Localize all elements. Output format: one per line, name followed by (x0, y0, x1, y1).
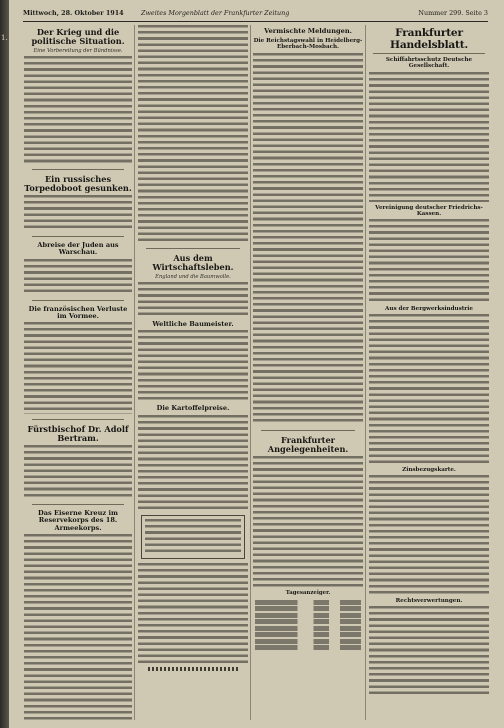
masthead-page-number: Nummer 299. Seite 3 (418, 9, 488, 17)
listings-row (255, 645, 361, 650)
article-body (369, 475, 489, 595)
masthead-title: Zweites Morgenblatt der Frankfurter Zeitung (141, 9, 290, 17)
article-body (24, 322, 132, 414)
headline-potato-prices: Die Kartoffelpreise. (156, 404, 230, 413)
article-body (253, 456, 363, 588)
headline-interest: Zinsbezugskarte. (402, 466, 456, 473)
column-2 (138, 25, 248, 720)
listings-table (255, 600, 361, 651)
edge-mark: 1. (1, 34, 8, 42)
article-body (24, 259, 132, 295)
headline-cash-associations: Vereinigung deutscher Friedrichs-Kassen. (375, 204, 483, 217)
listings-row (255, 619, 361, 624)
article-body (24, 195, 132, 231)
headline-war-situation: Der Krieg und die politische Situation. (31, 27, 125, 47)
article-body (24, 534, 132, 720)
headline-subtitle: England und die Baumwolle. (155, 274, 231, 281)
article-body (24, 56, 132, 164)
masthead-date: Mittwoch, 28. Oktober 1914 (23, 9, 124, 17)
notice-body (145, 519, 241, 555)
binding-edge (0, 0, 9, 728)
headline-miscellaneous: Vermischte Meldungen. (264, 27, 352, 35)
listings-row (255, 606, 361, 611)
article-body (138, 282, 248, 318)
section-separator (32, 236, 124, 237)
section-separator (146, 248, 240, 249)
article-body (138, 563, 248, 663)
column-divider (365, 25, 366, 720)
section-separator (32, 300, 124, 301)
article-body (369, 72, 489, 202)
article-body (138, 25, 248, 243)
headline-mining: Aus der Bergwerksindustrie (385, 305, 473, 312)
section-separator (32, 169, 124, 170)
headline-reichstag-election: Die Reichstagswahl in Heidelberg-Eberbach-Mosbach. (253, 38, 363, 51)
section-separator (32, 419, 124, 420)
headline-torpedo-boat: Ein russisches Torpedoboot gesunken. (24, 174, 132, 194)
section-separator (261, 430, 355, 431)
headline-economy: Aus dem Wirtschaftsleben. (152, 253, 234, 273)
headline-bertram: Fürstbischof Dr. Adolf Bertram. (27, 424, 129, 444)
article-body (253, 53, 363, 425)
headline-builders: Weltliche Baumeister. (152, 320, 234, 329)
listings-row (255, 632, 361, 637)
article-body (138, 330, 248, 402)
headline-iron-cross: Das Eiserne Kreuz im Reservekorps des 18. Armeekorps. (38, 509, 118, 532)
headline-subtitle: Eine Vorbereitung der Bündnisse. (33, 48, 123, 55)
column-3 (253, 25, 363, 720)
listings-row (255, 626, 361, 631)
masthead-rule (23, 21, 488, 22)
section-separator (32, 504, 124, 505)
headline-warsaw: Abreise der Juden aus Warschau. (37, 241, 119, 257)
headline-daily-listings: Tagesanzeiger. (285, 589, 331, 596)
headline-french-losses: Die französischen Verluste im Vormee. (28, 304, 128, 320)
headline-frankfurt-affairs: Frankfurter Angelegenheiten. (267, 434, 349, 454)
article-body (369, 606, 489, 696)
column-1 (24, 25, 132, 720)
column-4 (369, 25, 489, 720)
section-separator (373, 53, 485, 54)
boxed-notice (141, 515, 245, 559)
headline-legal: Rechtsverwertungen. (395, 598, 463, 605)
headline-trade-section: Frankfurter Handelsblatt. (390, 27, 468, 51)
article-body (24, 445, 132, 499)
listings-row (255, 613, 361, 618)
page-masthead (23, 9, 488, 21)
ornamental-rule (148, 667, 238, 671)
article-body (369, 219, 489, 303)
listings-row (255, 600, 361, 605)
listings-row (255, 639, 361, 644)
article-body (369, 314, 489, 464)
column-divider (250, 25, 251, 720)
headline-shipping: Schiffahrtsschutz Deutsche Gesellschaft. (385, 57, 473, 70)
article-body (138, 415, 248, 511)
column-divider (134, 25, 135, 720)
